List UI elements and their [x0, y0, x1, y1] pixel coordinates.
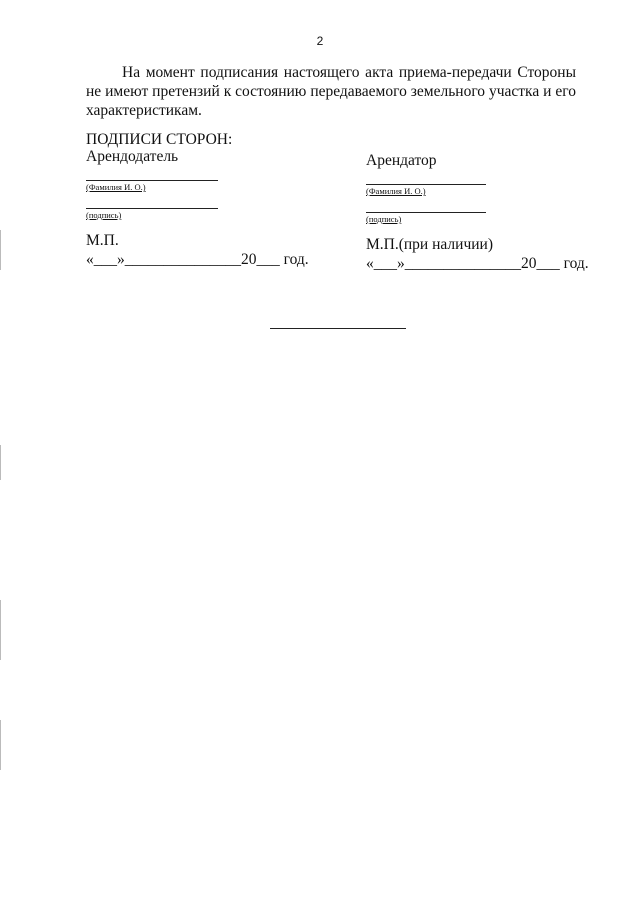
closing-rule: [270, 328, 406, 329]
stamp-label: М.П.(при наличии): [366, 236, 493, 253]
name-caption: (Фамилия И. О.): [366, 186, 426, 196]
scan-margin-mark: [0, 720, 1, 770]
name-line: [86, 166, 218, 181]
party-landlord: [86, 147, 316, 269]
party-role: Арендодатель: [86, 148, 179, 165]
signature-line: [366, 196, 486, 213]
party-role: Арендатор: [366, 152, 437, 169]
signatures-title: ПОДПИСИ СТОРОН:: [86, 131, 233, 148]
date-line: «___»_______________20___ год.: [366, 255, 589, 272]
signature-line: [86, 192, 218, 209]
scan-margin-mark: [0, 230, 1, 270]
scan-margin-mark: [0, 445, 1, 480]
signature-caption: (подпись): [366, 214, 402, 224]
stamp-label: М.П.: [86, 232, 119, 249]
name-line: [366, 170, 486, 185]
scan-margin-mark: [0, 600, 1, 660]
signature-caption: (подпись): [86, 210, 122, 220]
date-line: «___»_______________20___ год.: [86, 251, 309, 268]
page-number: 2: [316, 34, 324, 48]
party-tenant: [366, 151, 596, 273]
act-paragraph: На момент подписания настоящего акта приема-передачи Стороны не имеют претензий к состоянию передаваемого земельного участка и его характеристикам.: [86, 64, 576, 119]
name-caption: (Фамилия И. О.): [86, 182, 146, 192]
